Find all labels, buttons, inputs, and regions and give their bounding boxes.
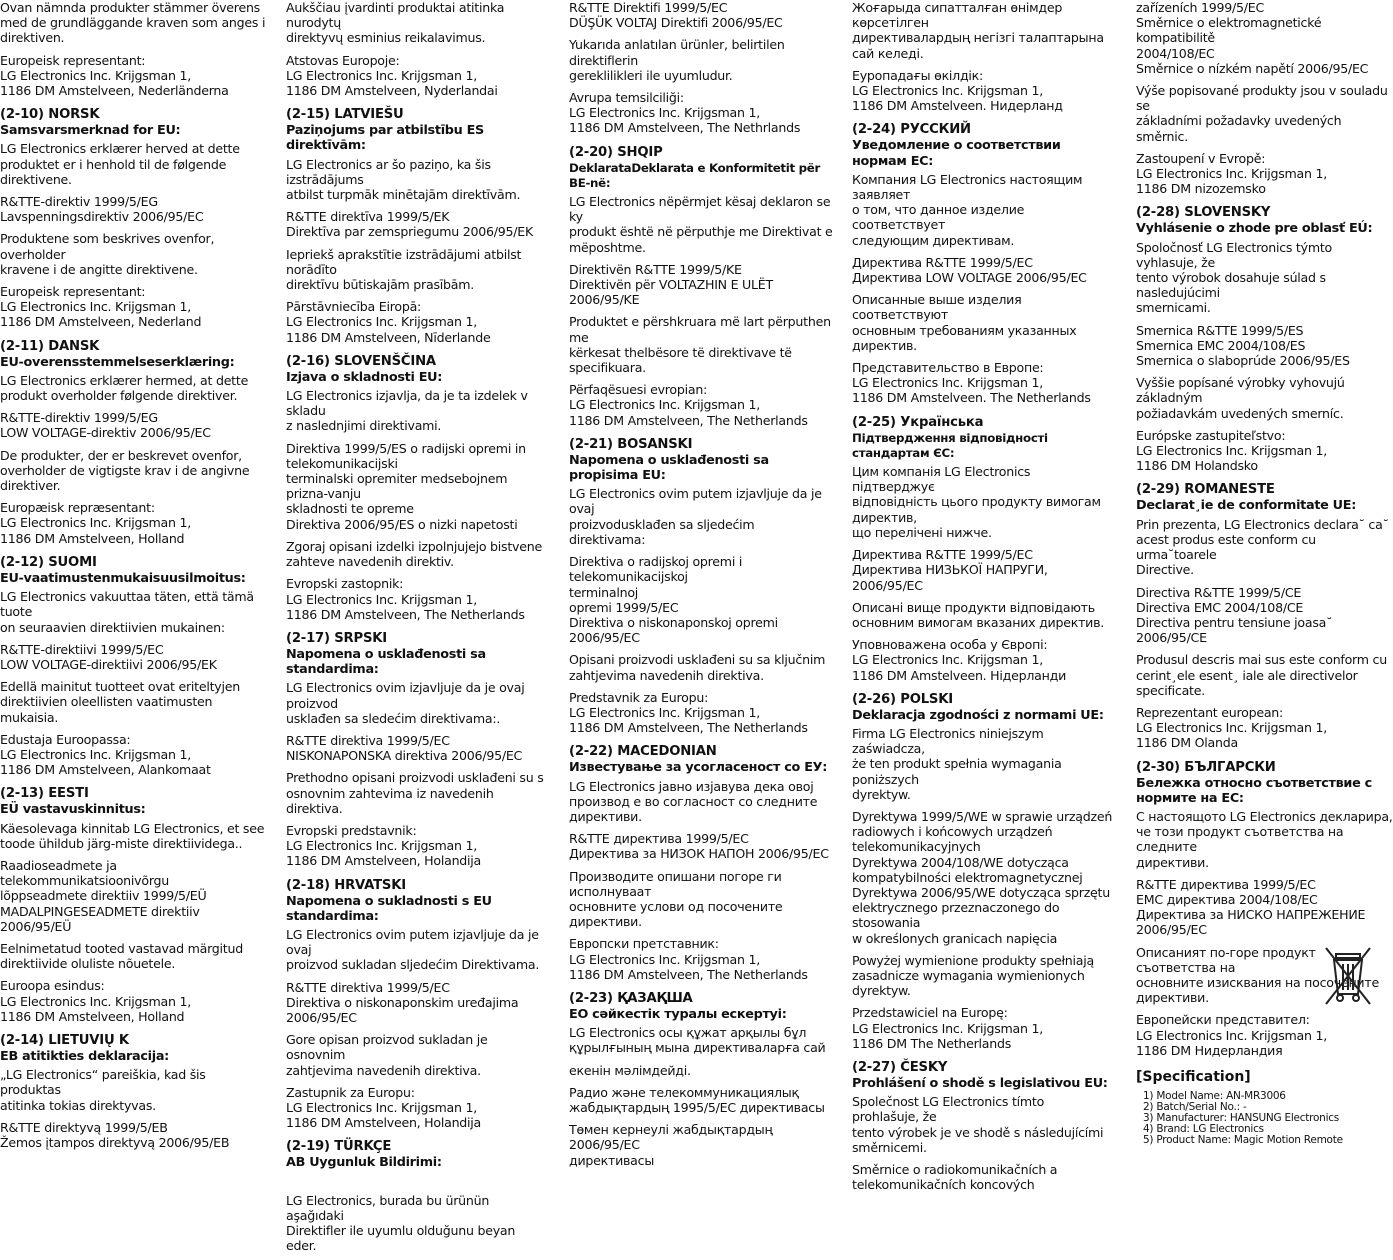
paragraph: Produsul descris mai sus este conform cu cerint¸ele esent¸ iale ale directivelor specificate. bbox=[1136, 652, 1387, 698]
section-heading: (2-17) SRPSKI bbox=[286, 630, 387, 646]
section-heading: (2-30) БЪЛГАРСКИ bbox=[1136, 759, 1276, 775]
language-section bbox=[852, 1060, 1114, 1192]
section-heading: (2-18) HRVATSKI bbox=[286, 877, 406, 893]
paragraph: De produkter, der er beskrevet ovenfor, overholder de vigtigste krav i de angivne direktiver. bbox=[0, 447, 250, 494]
language-section bbox=[569, 991, 834, 1168]
section-heading: (2-22) MACEDONIAN bbox=[569, 744, 717, 760]
paragraph: Еуропадағы өкілдік: LG Electronics Inc. Krijgsman 1, 1186 DM Amstelveen. Нидерланд bbox=[852, 67, 1063, 114]
paragraph: R&TTE direktiva 1999/5/EC NISKONAPONSKA direktiva 2006/95/EC bbox=[286, 732, 523, 764]
paragraph: Vyššie popísané výrobky vyhovujú základným požiadavkám uvedených smerníc. bbox=[1136, 375, 1345, 421]
paragraph: LG Electronics ar šo paziņo, ka šis izstrādājums atbilst turpmāk minētajām direktīvām. bbox=[286, 156, 521, 203]
paragraph: R&TTE директива 1999/5/EC Директива за НИЗОК НАПОН 2006/95/EC bbox=[569, 831, 829, 862]
section-subheading: Бележка относно съответствие с нормите на ЕС: bbox=[1136, 775, 1372, 806]
paragraph: R&TTE-direktiv 1999/5/EG Lavspenningsdirektiv 2006/95/EC bbox=[0, 194, 204, 225]
language-section bbox=[286, 878, 546, 1131]
paragraph: Радио және телекоммуникациялық жабдықтардың 1995/5/EC директивасы bbox=[569, 1084, 825, 1115]
paragraph: R&TTE Direktifi 1999/5/EC DÜŞÜK VOLTAJ Direktifi 2006/95/EC bbox=[569, 0, 783, 31]
section-subheading: Napomena o sukladnosti s EU standardima: bbox=[286, 893, 492, 924]
paragraph: Opisani proizvodi usklađeni su sa ključnim zahtjevima navedenih direktiva. bbox=[569, 652, 826, 683]
paragraph: Directiva R&TTE 1999/5/CE Directiva EMC 2004/108/CE Directiva pentru tensiune joasa˘ 2006/95/CE bbox=[1136, 584, 1333, 646]
paragraph: Zastupnik za Europu: LG Electronics Inc. Krijgsman 1, 1186 DM Amstelveen, Holandija bbox=[286, 1084, 482, 1131]
paragraph: zařízeních 1999/5/EC Směrnice o elektromagnetické kompatibilitě 2004/108/EC Směrnice o nízkém napětí 2006/95/EC bbox=[1136, 0, 1369, 76]
section-heading: (2-28) SLOVENSKY bbox=[1136, 205, 1271, 221]
section-heading: (2-20) SHQIP bbox=[569, 144, 663, 160]
section-subheading: EB atitikties deklaracija: bbox=[0, 1048, 169, 1064]
section-subheading: Izjava o skladnosti EU: bbox=[286, 369, 443, 385]
paragraph: LG Electronics izjavlja, da je ta izdelek v skladu z naslednjimi direktivami. bbox=[286, 388, 528, 434]
paragraph: Európske zastupiteľstvo: LG Electronics Inc. Krijgsman 1, 1186 DM Holandsko bbox=[1136, 427, 1328, 474]
section-subheading: Declarat¸ie de conformitate UE: bbox=[1136, 498, 1357, 514]
paragraph: Жоғарыда сипатталған өнімдер көрсетілген директивалардың негізгі талаптарына сай келеді. bbox=[852, 0, 1104, 61]
paragraph: Direktiva o radijskoj opremi i telekomunikacijskoj terminalnoj opremi 1999/5/EC Direktiva o niskonaponskoj opremi 2006/95/EC bbox=[569, 554, 778, 646]
section-subheading: EU-overensstemmelseserklæring: bbox=[0, 354, 235, 370]
continuation-section bbox=[286, 0, 546, 98]
section-heading: (2-24) РУССКИЙ bbox=[852, 122, 971, 138]
language-section bbox=[569, 744, 834, 982]
section-heading: (2-21) BOSANSKI bbox=[569, 436, 693, 452]
paragraph: R&TTE direktyvą 1999/5/EB Žemos įtampos direktyvą 2006/95/EB bbox=[0, 1119, 230, 1150]
paragraph: Evropski zastopnik: LG Electronics Inc. Krijgsman 1, 1186 DM Amstelveen, The Netherlands bbox=[286, 576, 525, 622]
continuation-section bbox=[0, 0, 270, 98]
section-subheading: DeklarataDeklarata e Konformitetit për BE-në: bbox=[569, 160, 821, 190]
paragraph: LG Electronics осы құжат арқылы бұл құрылғының мына директиваларға сай bbox=[569, 1025, 826, 1056]
paragraph: Përfaqësuesi evropian: LG Electronics Inc. Krijgsman 1, 1186 DM Amstelveen, The Netherlands bbox=[569, 382, 808, 428]
language-section bbox=[0, 107, 270, 329]
paragraph: LG Electronics ovim putem izjavljuje da je ovaj proizvodusklađen sa sljedećim direktivama: bbox=[569, 486, 822, 547]
language-section bbox=[286, 354, 546, 622]
section-heading: (2-19) TÜRKÇE bbox=[286, 1139, 392, 1155]
language-section bbox=[1136, 482, 1393, 750]
paragraph: Компания LG Electronics настоящим заявляет о том, что данное изделие соответствует следующим директивам. bbox=[852, 171, 1083, 248]
column-2 bbox=[286, 0, 546, 1260]
paragraph: Pārstāvniecība Eiropā: LG Electronics Inc. Krijgsman 1, 1186 DM Amstelveen, Nīderlande bbox=[286, 299, 491, 345]
paragraph: R&TTE директива 1999/5/EC EMC директива 2004/108/EC Директива за НИСКО НАПРЕЖЕНИЕ 2006/95/EC bbox=[1136, 876, 1366, 938]
section-subheading: Уведомление о соответствии нормам ЕС: bbox=[852, 138, 1061, 169]
specification-title: [Specification] bbox=[1136, 1068, 1251, 1085]
paragraph: екенін мәлімдейді. bbox=[569, 1062, 691, 1078]
section-heading: (2-27) ČESKY bbox=[852, 1059, 948, 1075]
language-section bbox=[286, 107, 546, 345]
paragraph: Zastoupení v Evropě: LG Electronics Inc. Krijgsman 1, 1186 DM nizozemsko bbox=[1136, 150, 1328, 197]
section-heading: (2-16) SLOVENŠČINA bbox=[286, 353, 436, 369]
language-section bbox=[569, 145, 834, 428]
section-subheading: EÜ vastavuskinnitus: bbox=[0, 802, 146, 818]
spec-item: 3) Manufacturer: HANSUNG Electronics bbox=[1143, 1112, 1339, 1125]
section-heading: (2-23) ҚАЗАҚША bbox=[569, 990, 693, 1006]
paragraph: Produktet e përshkruara më lart përputhen me kërkesat thelbësore të direktivave të specifikuara. bbox=[569, 314, 831, 376]
language-section bbox=[569, 437, 834, 735]
paragraph: Европейски представител: LG Electronics Inc. Krijgsman 1, 1186 DM Нидерландия bbox=[1136, 1012, 1328, 1058]
paragraph: Produktene som beskrives ovenfor, overholder kravene i de angitte direktivene. bbox=[0, 231, 215, 277]
section-heading: (2-11) DANSK bbox=[0, 338, 100, 354]
section-subheading: Napomena o usklađenosti sa propisima EU: bbox=[569, 452, 769, 484]
paragraph: LG Electronics vakuuttaa täten, että tämä tuote on seuraavien direktiivien mukainen: bbox=[0, 589, 254, 635]
paragraph: Iepriekš aprakstītie izstrādājumi atbilst norādīto direktīvu būtiskajām prasībām. bbox=[286, 246, 522, 293]
paragraph: Käesolevaga kinnitab LG Electronics, et see toode ühildub järg-miste direktiividega.. bbox=[0, 820, 265, 851]
paragraph: С настоящото LG Electronics декларира, че този продукт съответства на следните директиви. bbox=[1136, 808, 1393, 870]
section-heading: (2-25) Українська bbox=[852, 414, 984, 430]
section-subheading: AB Uygunluk Bildirimi: bbox=[286, 1155, 442, 1171]
section-heading: (2-29) ROMANESTE bbox=[1136, 482, 1275, 498]
section-heading: (2-26) POLSKI bbox=[852, 691, 953, 707]
column-1 bbox=[0, 0, 270, 1157]
paragraph: LG Electronics erklærer herved at dette produktet er i henhold til de følgende direktivene. bbox=[0, 141, 240, 187]
paragraph: Europeisk representant: LG Electronics Inc. Krijgsman 1, 1186 DM Amstelveen, Nederland bbox=[0, 284, 202, 330]
paragraph: Smernica R&TTE 1999/5/ES Smernica EMC 2004/108/ES Smernica o slaboprúde 2006/95/ES bbox=[1136, 322, 1350, 369]
column-5-body bbox=[1136, 0, 1393, 1058]
section-subheading: Известување за усогласеност со ЕУ: bbox=[569, 760, 828, 776]
paragraph: LG Electronics nëpërmjet kësaj deklaron se ky produkt është në përputhje me Direktivat e mëposhtme. bbox=[569, 194, 833, 255]
section-heading: (2-15) LATVIEŠU bbox=[286, 107, 404, 123]
paragraph: LG Electronics јавно изјавува дека овој производ е во согласност со следните директиви. bbox=[569, 778, 818, 824]
section-subheading: ЕО сәйкестік туралы ескертуі: bbox=[569, 1006, 787, 1022]
section-subheading: Samsvarsmerknad for EU: bbox=[0, 123, 181, 139]
paragraph: R&TTE direktīva 1999/5/EK Direktīva par zemspriegumu 2006/95/EK bbox=[286, 209, 534, 240]
section-subheading: Підтвердження відповідності стандартам ЄС: bbox=[852, 430, 1048, 460]
paragraph: Төмен кернеулі жабдықтардың 2006/95/EC директивасы bbox=[569, 1122, 773, 1168]
language-section bbox=[852, 122, 1114, 405]
language-section bbox=[0, 339, 270, 546]
paragraph: Směrnice o radiokomunikačních a telekomunikačních koncových bbox=[852, 1162, 1058, 1193]
paragraph: Raadioseadmete ja telekommunikatsioonivõrgu lõppseadmete direktiiv 1999/5/EÜ MADALPINGESEADMETE direktiiv 2006/95/EÜ bbox=[0, 857, 207, 934]
section-subheading: Paziņojums par atbilstību ES direktīvām: bbox=[286, 123, 484, 154]
language-section bbox=[0, 786, 270, 1024]
paragraph: Уповноважена особа у Європі: LG Electronics Inc. Krijgsman 1, 1186 DM Amstelveen. Нідерланди bbox=[852, 637, 1066, 683]
paragraph: Zgoraj opisani izdelki izpolnjujejo bistvene zahteve navedenih direktiv. bbox=[286, 538, 542, 570]
paragraph: Direktivën R&TTE 1999/5/KE Direktivën për VOLTAZHIN E ULËT 2006/95/KE bbox=[569, 261, 773, 308]
paragraph: Aukščiau įvardinti produktai atitinka nurodytų direktyvų esminius reikalavimus. bbox=[286, 0, 505, 46]
paragraph: R&TTE-direktiv 1999/5/EG LOW VOLTAGE-direktiv 2006/95/EC bbox=[0, 410, 211, 441]
paragraph: Eelnimetatud tooted vastavad märgitud direktiivide oluliste nõuetele. bbox=[0, 940, 243, 972]
column-3 bbox=[569, 0, 834, 1175]
paragraph: Цим компанія LG Electronics підтверджує відповідність цього продукту вимогам директив, що перелічені нижче. bbox=[852, 464, 1101, 540]
paragraph: Описанные выше изделия соответствуют основным требованиям указанных директив. bbox=[852, 292, 1077, 353]
paragraph: Gore opisan proizvod sukladan je osnovnim zahtjevima navedenih direktiva. bbox=[286, 1032, 488, 1078]
paragraph: Reprezentant european: LG Electronics Inc. Krijgsman 1, 1186 DM Olanda bbox=[1136, 704, 1328, 751]
paragraph: Firma LG Electronics niniejszym zaświadcza, że ten produkt spełnia wymagania poniższych dyrektyw. bbox=[852, 725, 1062, 802]
paragraph: Европски претставник: LG Electronics Inc. Krijgsman 1, 1186 DM Amstelveen, The Netherlands bbox=[569, 936, 808, 982]
paragraph: LG Electronics ovim izjavljuje da je ovaj proizvod usklađen sa sledećim direktivama:. bbox=[286, 680, 525, 726]
language-section bbox=[852, 415, 1114, 683]
paragraph: Europæisk repræsentant: LG Electronics Inc. Krijgsman 1, 1186 DM Amstelveen, Holland bbox=[0, 500, 192, 546]
paragraph: Производите опишани погоре ги исполнуваат основните услови од посочените директиви. bbox=[569, 868, 783, 930]
paragraph: Euroopa esindus: LG Electronics Inc. Krijgsman 1, 1186 DM Amstelveen, Holland bbox=[0, 978, 192, 1024]
paragraph: Spoločnosť LG Electronics týmto vyhlasuje, že tento výrobok dosahuje súlad s nasledujúcimi smernicami. bbox=[1136, 239, 1332, 316]
section-heading: (2-12) SUOMI bbox=[0, 554, 97, 570]
section-subheading: Napomena o usklađenosti sa standardima: bbox=[286, 646, 486, 678]
language-section bbox=[0, 555, 270, 777]
paragraph: Edustaja Euroopassa: LG Electronics Inc. Krijgsman 1, 1186 DM Amstelveen, Alankomaat bbox=[0, 731, 211, 778]
paragraph: „LG Electronics“ pareiškia, kad šis produktas atitinka tokias direktyvas. bbox=[0, 1067, 206, 1113]
section-heading: (2-13) EESTI bbox=[0, 786, 89, 802]
language-section bbox=[286, 1139, 546, 1253]
paragraph bbox=[286, 1174, 546, 1186]
paragraph: Direktiva 1999/5/ES o radijski opremi in telekomunikacijski terminalski opremiter medsebojnem prizna-vanju skladnosti te opreme Direktiva 2006/95/ES o nizki napetosti bbox=[286, 440, 526, 532]
section-heading: (2-14) LIETUVIŲ K bbox=[0, 1032, 129, 1048]
paragraph: Описані вище продукти відповідають основним вимогам вказаних директив. bbox=[852, 599, 1105, 630]
spec-item: 2) Batch/Serial No.: - bbox=[1143, 1101, 1247, 1114]
paragraph: Przedstawiciel na Europę: LG Electronics Inc. Krijgsman 1, 1186 DM The Netherlands bbox=[852, 1005, 1044, 1051]
language-section bbox=[1136, 760, 1393, 1058]
language-section bbox=[852, 692, 1114, 1051]
paragraph: LG Electronics erklærer hermed, at dette produkt overholder følgende direktiver. bbox=[0, 372, 249, 404]
section-heading: (2-10) NORSK bbox=[0, 107, 100, 123]
section-subheading: Prohlášení o shodě s legislativou EU: bbox=[852, 1075, 1108, 1091]
paragraph: Edellä mainitut tuotteet ovat eriteltyjen direktiivien oleellisten vaatimusten mukaisia. bbox=[0, 679, 240, 725]
paragraph: Avrupa temsilciliği: LG Electronics Inc. Krijgsman 1, 1186 DM Amstelveen, The Nethrlands bbox=[569, 90, 801, 136]
crossed-out-wheelie-bin-icon bbox=[1318, 944, 1378, 1008]
paragraph: Директива R&TTE 1999/5/EC Директива LOW VOLTAGE 2006/95/EC bbox=[852, 254, 1087, 286]
paragraph: Evropski predstavnik: LG Electronics Inc. Krijgsman 1, 1186 DM Amstelveen, Holandija bbox=[286, 822, 482, 869]
paragraph: Ovan nämnda produkter stämmer överens med de grundläggande kraven som anges i direktiven. bbox=[0, 0, 266, 46]
language-section bbox=[0, 1033, 270, 1150]
paragraph: Описаният по-горе продукт съответства на основните изисквания на посочените директиви. bbox=[1136, 944, 1379, 1006]
continuation-section bbox=[852, 0, 1114, 113]
paragraph: R&TTE direktiva 1999/5/EC Direktiva o niskonaponskim uređajima 2006/95/EC bbox=[286, 979, 519, 1025]
column-4 bbox=[852, 0, 1114, 1199]
paragraph: Представительство в Европе: LG Electronics Inc. Krijgsman 1, 1186 DM Amstelveen. The Netherlands bbox=[852, 360, 1091, 406]
paragraph: Výše popisované produkty jsou v souladu se základními požadavky uvedených směrnic. bbox=[1136, 83, 1388, 144]
specification-block bbox=[1136, 1070, 1393, 1146]
specification-list bbox=[1136, 1091, 1393, 1146]
spec-item: 1) Model Name: AN-MR3006 bbox=[1143, 1090, 1286, 1103]
continuation-section bbox=[1136, 0, 1393, 196]
paragraph: Společnost LG Electronics tímto prohlašuje, že tento výrobek je ve shodě s následujícími směrnicemi. bbox=[852, 1094, 1104, 1155]
paragraph: Директива R&TTE 1999/5/EC Директива НИЗЬКОЇ НАПРУГИ, 2006/95/EC bbox=[852, 547, 1048, 593]
paragraph: Yukarıda anlatılan ürünler, belirtilen direktiflerin gereklilikleri ile uyumludur. bbox=[569, 37, 785, 83]
paragraph: Predstavnik za Europu: LG Electronics Inc. Krijgsman 1, 1186 DM Amstelveen, The Netherlands bbox=[569, 689, 808, 736]
language-section bbox=[1136, 205, 1393, 473]
section-subheading: Deklaracja zgodności z normami UE: bbox=[852, 707, 1104, 723]
section-subheading: EU-vaatimustenmukaisuusilmoitus: bbox=[0, 570, 246, 586]
language-section bbox=[286, 631, 546, 869]
paragraph: Prethodno opisani proizvodi usklađeni su s osnovnim zahtevima iz navedenih direktiva. bbox=[286, 770, 544, 816]
paragraph: LG Electronics ovim putem izjavljuje da je ovaj proizvod sukladan sljedećim Direktivama. bbox=[286, 926, 540, 973]
spec-item: 5) Product Name: Magic Motion Remote bbox=[1143, 1134, 1343, 1147]
continuation-section bbox=[569, 0, 834, 136]
paragraph: Prin prezenta, LG Electronics declara˘ ca˘ acest produs este conform cu urma˘toarele Directive. bbox=[1136, 516, 1389, 578]
paragraph: Dyrektywa 1999/5/WE w sprawie urządzeń radiowych i końcowych urządzeń telekomunikacyjnych Dyrektywa 2004/108/WE dotycząca kompatybilności elektromagnetycznej Dyrektywa 2006/95/WE dotycząca sprzętu elektrycznego przeznaczonego do stosowania w określonych granicach napięcia bbox=[852, 808, 1113, 946]
paragraph: Atstovas Europoje: LG Electronics Inc. Krijgsman 1, 1186 DM Amstelveen, Nyderlandai bbox=[286, 52, 498, 99]
paragraph: R&TTE-direktiivi 1999/5/EC LOW VOLTAGE-direktiivi 2006/95/EK bbox=[0, 641, 217, 672]
paragraph: Powyżej wymienione produkty spełniają zasadnicze wymagania wymienionych dyrektyw. bbox=[852, 952, 1094, 999]
spec-item: 4) Brand: LG Electronics bbox=[1143, 1123, 1264, 1136]
paragraph: Europeisk representant: LG Electronics Inc. Krijgsman 1, 1186 DM Amstelveen, Nederländerna bbox=[0, 52, 229, 99]
section-subheading: Vyhlásenie o zhode pre oblasť EÚ: bbox=[1136, 221, 1373, 237]
paragraph: LG Electronics, burada bu ürünün aşağıdaki Direktifler ile uyumlu olduğunu beyan eder. bbox=[286, 1192, 516, 1254]
